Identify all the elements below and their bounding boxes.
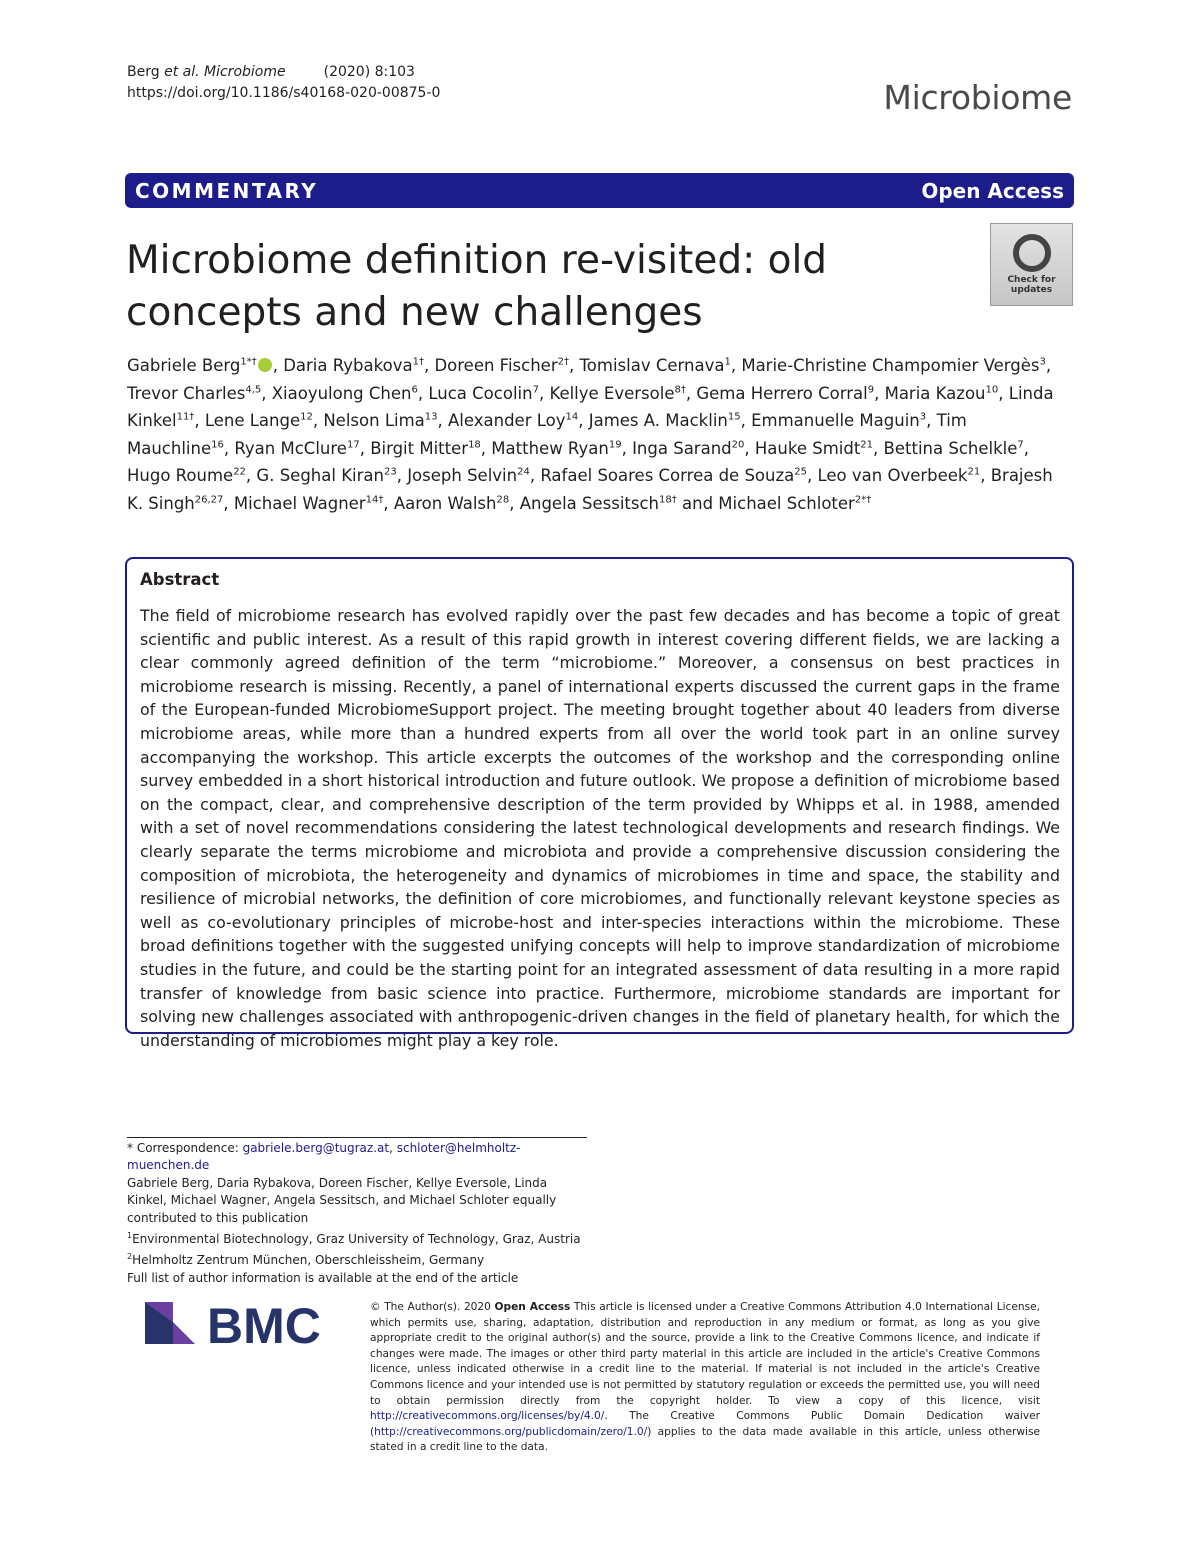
author-affiliation-marks: 18† [659, 494, 677, 506]
crossmark-icon [1013, 234, 1051, 272]
author-name: Kellye Eversole [549, 383, 675, 403]
author [580, 356, 731, 375]
header-et-al: et al. [164, 64, 200, 80]
author [884, 439, 1024, 458]
affiliation-2-text: Helmholtz Zentrum München, Oberschleissheim, Germany [132, 1253, 485, 1268]
author [234, 494, 383, 513]
author-affiliation-marks: 22 [233, 466, 246, 478]
author [632, 439, 744, 458]
author-name: Leo van Overbeek [817, 466, 968, 486]
author [205, 411, 313, 430]
author-affiliation-marks: 21 [967, 466, 981, 478]
author-affiliation-marks: 1*† [240, 356, 257, 368]
author-list: Gabriele Berg$^{1*\dagger}$ , Daria Rybakova$^{1\dagger}$, Doreen Fischer$^{2\dagger}$, Tomislav Cernava$^1$, Marie-Christine Champomier Vergès$^3$, Trevor Charles$^{4,5}$, Xiaoyulong Chen$^6$, Luca Cocolin$^7$, Kellye Eversole$^{8\dagger}$, Gema Herrero Corral$^9$, Maria Kazou$^{10}$, Linda Kinkel$^{11\dagger}$, Lene Lange$^{12}$, Nelson Lima$^{13}$, Alexander Loy$^{14}$, James A. Macklin$^{15}$, Emmanuelle Maguin$^3$, Tim Mauchline$^{16}$, Ryan McClure$^{17}$, Birgit Mitter$^{18}$, Matthew Ryan$^{19}$, Inga Sarand$^{20}$, Hauke Smidt$^{21}$, Bettina Schelkle$^7$, Hugo Roume$^{22}$, G. Seghal Kiran$^{23}$, Joseph Selvin$^{24}$, Rafael Soares Correa de Souza$^{25}$, Leo van Overbeek$^{21}$, Brajesh K. Singh$^{26,27}$, Michael Wagner$^{14\dagger}$, Aaron Walsh$^{28}$, Angela Sessitsch$^{18\dagger}$ and Michael Schloter$^{2*\dagger}$ [127, 356, 1054, 513]
header-citation: (2020) 8:103 [323, 64, 415, 80]
author [718, 494, 871, 513]
author-name: Emmanuelle Maguin [751, 411, 920, 431]
header-citation-row [127, 62, 440, 83]
article-title: Microbiome definition re-visited: old concepts and new challenges [126, 238, 828, 335]
author [755, 439, 873, 458]
abstract-text: The field of microbiome research has evolved rapidly over the past few decades and has become a topic of great scientific and public interest. As a result of this rapid growth in interest covering different fields, we are lacking a clear commonly agreed definition of the term “microbiome.” Moreover, a consensus on best practices in microbiome research is missing. Recently, a panel of international experts discussed the current gaps in the frame of the European-funded MicrobiomeSupport project. The meeting brought together about 40 leaders from diverse microbiome areas, while more than a hundred experts from all over the world took part in an online survey accompanying the workshop. This article excerpts the outcomes of the workshop and the corresponding online survey embedded in a short historical introduction and future outlook. We propose a definition of microbiome based on the compact, clear, and comprehensive description of the term provided by Whipps et al. in 1988, amended with a set of novel recommendations considering the latest technological developments and research findings. We clearly separate the terms microbiome and microbiota and provide a comprehensive discussion considering the composition of microbiota, the heterogeneity and dynamics of microbiomes in time and space, the stability and resilience of microbial networks, the definition of core microbiomes, and functionally relevant keystone species as well as co-evolutionary principles of microbe-host and inter-species interactions within the microbiome. These broad definitions together with the suggested unifying concepts will help to improve standardization of microbiome studies in the future, and could be the starting point for an integrated assessment of data resulting in a more rapid transfer of knowledge from basic science into practice. Furthermore, microbiome standards are important for solving new challenges associated with anthropogenic-driven changes in the field of planetary health, for which the understanding of microbiomes might play a key role. [140, 606, 1060, 1050]
email-link-schloter[interactable]: schloter@helmholtz-muenchen.de [127, 1141, 521, 1173]
author-name: Tomislav Cernava [579, 356, 725, 375]
author-name: Alexander Loy [448, 411, 566, 431]
author-name: Trevor Charles [127, 383, 246, 403]
author-affiliation-marks: 7 [532, 384, 539, 396]
author-name: Doreen Fischer [434, 356, 558, 375]
author-name: Lene Lange [204, 411, 301, 431]
open-access-label: Open Access [921, 178, 1064, 203]
author [428, 384, 539, 403]
author [741, 356, 1046, 375]
author-name: Rafael Soares Correa de Souza [540, 466, 795, 486]
author-affiliation-marks: 3 [1039, 356, 1046, 368]
author-name: Hugo Roume [127, 466, 234, 486]
author-name: Gabriele Berg [127, 356, 241, 375]
author-affiliation-marks: 23 [383, 466, 397, 478]
article-type: COMMENTARY [135, 178, 319, 203]
full-author-info-note: Full list of author information is available at the end of the article [127, 1270, 519, 1285]
author-name: Bettina Schelkle [883, 438, 1018, 458]
author-affiliation-marks: 25 [794, 466, 807, 478]
author [127, 384, 261, 403]
author-name: Maria Kazou [884, 383, 986, 403]
journal-logo: Microbiome [883, 78, 1072, 117]
author-affiliation-marks: 10 [985, 384, 999, 396]
author [817, 466, 980, 485]
affiliation-1-text: Environmental Biotechnology, Graz University of Technology, Graz, Austria [132, 1232, 581, 1247]
license-statement [370, 1300, 1040, 1456]
author [370, 439, 481, 458]
author-affiliation-marks: 14 [565, 411, 579, 423]
author [272, 384, 418, 403]
license-body-3: ) applies to the data made available in this article, unless otherwise stated in a credit line to the data. [370, 1425, 1040, 1454]
author-affiliation-marks: 24 [517, 466, 530, 478]
author-affiliation-marks: 17 [346, 439, 360, 451]
author-name: Marie-Christine Champomier Vergès [741, 356, 1040, 375]
affiliation-1 [127, 1227, 587, 1248]
author-name: Michael Wagner [233, 493, 366, 513]
check-for-updates-label: Check for updates [1007, 275, 1056, 295]
header-journal: Microbiome [204, 64, 286, 80]
author-name: Brajesh K. Singh [127, 466, 1053, 513]
author [885, 384, 999, 403]
author-affiliation-marks: 21 [860, 439, 874, 451]
author-affiliation-marks: 13 [424, 411, 438, 423]
author-name: Inga Sarand [632, 438, 732, 458]
header-doi-link[interactable]: https://doi.org/10.1186/s40168-020-00875-0 [127, 85, 441, 101]
footnotes [127, 1140, 587, 1287]
author-affiliation-marks: 19 [608, 439, 622, 451]
author-name: Ryan McClure [234, 438, 347, 458]
abstract-heading: Abstract [140, 570, 220, 589]
author-name: Aaron Walsh [393, 493, 497, 513]
author-name: Gema Herrero Corral [696, 383, 868, 403]
author-affiliation-marks: 2*† [854, 494, 872, 506]
author-affiliation-marks: 18 [468, 439, 481, 451]
author [407, 466, 530, 485]
author-name: Angela Sessitsch [519, 493, 660, 513]
email-separator: , [389, 1141, 397, 1155]
author-affiliation-marks: 2† [557, 356, 569, 368]
author [234, 439, 359, 458]
author [323, 411, 437, 430]
license-prefix: © The Author(s). 2020 [370, 1301, 495, 1313]
cc-zero-link[interactable]: http://creativecommons.org/publicdomain/zero/1.0/ [374, 1425, 648, 1438]
author-name: Luca Cocolin [428, 383, 533, 403]
equal-contribution-note: Gabriele Berg, Daria Rybakova, Doreen Fischer, Kellye Eversole, Linda Kinkel, Michael Wagner, Angela Sessitsch, and Michael Schloter equally contributed to this publication [127, 1175, 557, 1225]
author [127, 356, 273, 375]
author [696, 384, 874, 403]
check-for-updates-badge[interactable] [990, 223, 1073, 306]
author-affiliation-marks: 11† [176, 411, 195, 423]
email-link-berg[interactable]: gabriele.berg@tugraz.at [242, 1141, 390, 1155]
author-name: Hauke Smidt [754, 438, 861, 458]
author [491, 439, 621, 458]
bmc-logo [145, 1297, 345, 1347]
author-name: Linda Kinkel [127, 383, 1054, 431]
license-open-access: Open Access [494, 1301, 571, 1313]
author-name: James A. Macklin [588, 411, 728, 431]
author [549, 384, 685, 403]
affiliation-2 [127, 1248, 587, 1269]
bmc-logo-text: BMC [207, 1298, 321, 1347]
author-name: Michael Schloter [718, 493, 855, 513]
author [751, 411, 926, 430]
author-affiliation-marks: 15 [727, 411, 741, 423]
author-affiliation-marks: 7 [1017, 439, 1024, 451]
author-affiliation-marks: 6 [411, 384, 418, 396]
author-name: Birgit Mitter [370, 438, 469, 458]
author-name: Xiaoyulong Chen [271, 383, 412, 403]
author-name: Nelson Lima [323, 411, 425, 431]
author-name: Joseph Selvin [407, 466, 518, 486]
header-authors: Berg [127, 64, 165, 80]
affiliation-1-number: 1 [127, 1231, 133, 1241]
cc-by-link[interactable]: http://creativecommons.org/licenses/by/4.0/ [370, 1410, 605, 1423]
author [127, 466, 246, 485]
article-type-banner [125, 173, 1074, 208]
author-affiliation-marks: 4,5 [245, 384, 262, 396]
running-header [127, 62, 440, 104]
author [448, 411, 578, 430]
author-affiliation-marks: 9 [867, 384, 875, 396]
author [589, 411, 741, 430]
bmc-logo-mark-accent [173, 1322, 195, 1344]
author-affiliation-marks: 20 [731, 439, 745, 451]
affiliation-2-number: 2 [127, 1252, 133, 1262]
abstract-box [125, 557, 1074, 1050]
author-affiliation-marks: 28 [496, 494, 510, 506]
author-name: Daria Rybakova [283, 356, 413, 375]
author-affiliation-marks: 16 [211, 439, 224, 451]
author-affiliation-marks: 8† [674, 384, 686, 396]
author-affiliation-marks: 1 [724, 356, 731, 368]
footnote-divider [127, 1137, 587, 1138]
author [540, 466, 807, 485]
orcid-icon[interactable] [258, 358, 272, 372]
author [520, 494, 677, 513]
author-affiliation-marks: 14† [365, 494, 384, 506]
license-body-2: . The Creative Commons Public Domain Dedication waiver ( [370, 1410, 1040, 1438]
author-affiliation-marks: 3 [919, 411, 927, 423]
correspondence-label: * Correspondence: [127, 1141, 243, 1155]
author-name: G. Seghal Kiran [256, 466, 384, 486]
author [283, 356, 424, 375]
license-body-1: This article is licensed under a Creative Commons Attribution 4.0 International License, which permits use, sharing, adaptation, distribution and reproduction in any medium or format, as long as you give appropriate credit to the original author(s) and the source, provide a link to the Creative Commons licence, and indicate if changes were made. The images or other third party material in this article are included in the article's Creative Commons licence, unless indicated otherwise in a credit line to the material. If material is not included in the article's Creative Commons licence and your intended use is not permitted by statutory regulation or exceeds the permitted use, you will need to obtain permission directly from the copyright holder. To view a copy of this licence, visit [370, 1301, 1040, 1407]
author [434, 356, 569, 375]
author-name: Tim Mauchline [127, 411, 967, 458]
author-affiliation-marks: 1† [412, 356, 424, 368]
author [394, 494, 509, 513]
correspondence [127, 1140, 587, 1175]
author [256, 466, 396, 485]
author-affiliation-marks: 26,27 [194, 494, 224, 506]
author-affiliation-marks: 12 [300, 411, 313, 423]
author-name: Matthew Ryan [491, 438, 609, 458]
